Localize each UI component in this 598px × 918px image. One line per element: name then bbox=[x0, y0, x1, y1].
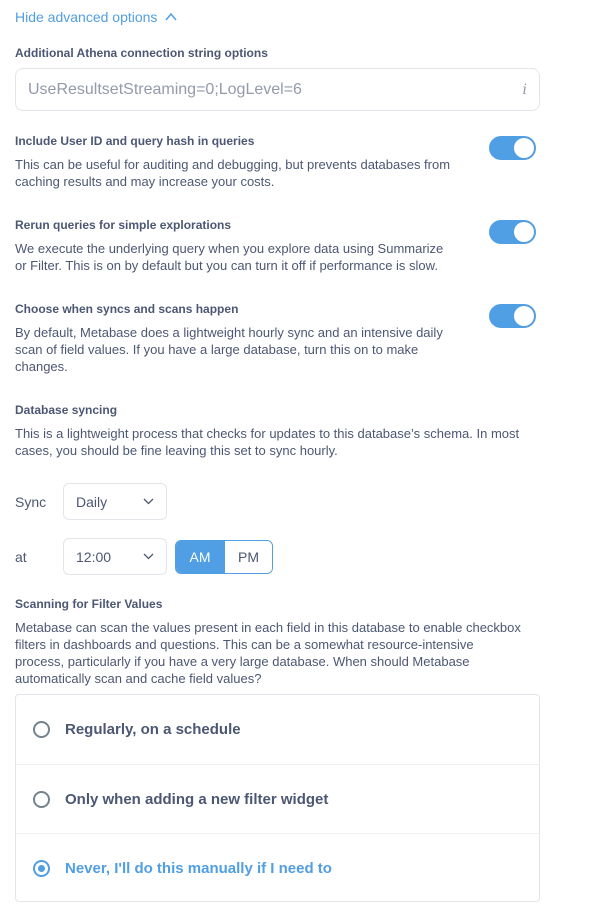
chevron-down-icon bbox=[143, 553, 154, 560]
scan-option-schedule[interactable] bbox=[16, 695, 539, 764]
setting-desc-rerun-queries bbox=[15, 240, 443, 274]
scan-options-list bbox=[15, 694, 540, 902]
toggle-user-id-hash[interactable] bbox=[489, 136, 536, 160]
scanning-desc bbox=[15, 619, 521, 687]
setting-desc-sync-scan-schedule bbox=[15, 324, 443, 375]
desc-line: changes. bbox=[15, 359, 68, 374]
toggle-sync-scan-schedule[interactable] bbox=[489, 304, 536, 328]
desc-line: automatically scan and cache field values? bbox=[15, 671, 262, 686]
hide-advanced-options-label: Hide advanced options bbox=[15, 9, 158, 25]
desc-line: filters in dashboards and questions. This can be a somewhat resource-intensive bbox=[15, 637, 474, 652]
sync-time-select[interactable] bbox=[63, 538, 167, 575]
chevron-down-icon bbox=[143, 498, 154, 505]
sync-time-value: 12:00 bbox=[76, 548, 112, 565]
setting-title-sync-scan-schedule: Choose when syncs and scans happen bbox=[15, 302, 239, 316]
info-icon[interactable]: i bbox=[522, 81, 527, 98]
desc-line: cases, you should be fine leaving this set to sync hourly. bbox=[15, 443, 338, 458]
sync-frequency-value: Daily bbox=[76, 493, 108, 510]
hide-advanced-options-link[interactable] bbox=[15, 9, 177, 25]
scan-option-label: Only when adding a new filter widget bbox=[65, 790, 329, 808]
desc-line: We execute the underlying query when you explore data using Summarize bbox=[15, 241, 444, 256]
am-pm-toggle[interactable] bbox=[175, 540, 273, 574]
scan-option-label: Regularly, on a schedule bbox=[65, 721, 241, 738]
desc-line: process, particularly if you have a very large database. When should Metabase bbox=[15, 654, 470, 669]
scan-option-new-filter-widget[interactable] bbox=[16, 764, 539, 833]
desc-line: caching results and may increase your costs. bbox=[15, 174, 275, 189]
setting-title-user-id-hash: Include User ID and query hash in queries bbox=[15, 134, 255, 148]
desc-line: This can be useful for auditing and debugging, but prevents databases from bbox=[15, 157, 451, 172]
desc-line: This is a lightweight process that checks for updates to this database’s schema. In most bbox=[15, 426, 520, 441]
scan-option-label: Never, I'll do this manually if I need to bbox=[65, 859, 332, 877]
scan-option-never[interactable] bbox=[16, 833, 539, 902]
toggle-knob bbox=[514, 222, 534, 242]
connection-string-field[interactable] bbox=[15, 68, 540, 111]
chevron-up-icon bbox=[165, 11, 177, 23]
radio-icon[interactable] bbox=[33, 721, 50, 738]
desc-line: Metabase can scan the values present in each field in this database to enable checkbox bbox=[15, 620, 521, 635]
at-label: at bbox=[15, 549, 27, 565]
database-syncing-title: Database syncing bbox=[15, 403, 118, 417]
scanning-title: Scanning for Filter Values bbox=[15, 597, 163, 611]
desc-line: By default, Metabase does a lightweight hourly sync and an intensive daily bbox=[15, 325, 443, 340]
toggle-knob bbox=[514, 306, 534, 326]
toggle-rerun-queries[interactable] bbox=[489, 220, 536, 244]
radio-icon[interactable] bbox=[33, 791, 50, 808]
am-button[interactable]: AM bbox=[176, 541, 224, 573]
sync-label: Sync bbox=[15, 494, 47, 510]
connection-string-label: Additional Athena connection string options bbox=[15, 46, 268, 60]
desc-line: or Filter. This is on by default but you can turn it off if performance is slow. bbox=[15, 258, 438, 273]
toggle-knob bbox=[514, 138, 534, 158]
pm-button[interactable]: PM bbox=[224, 541, 272, 573]
sync-frequency-select[interactable] bbox=[63, 483, 167, 520]
setting-desc-user-id-hash bbox=[15, 156, 450, 190]
radio-selected-icon[interactable] bbox=[33, 860, 50, 877]
database-syncing-desc bbox=[15, 425, 519, 459]
setting-title-rerun-queries: Rerun queries for simple explorations bbox=[15, 218, 232, 232]
desc-line: scan of field values. If you have a large database, turn this on to make bbox=[15, 342, 419, 357]
connection-string-input[interactable] bbox=[28, 81, 498, 99]
